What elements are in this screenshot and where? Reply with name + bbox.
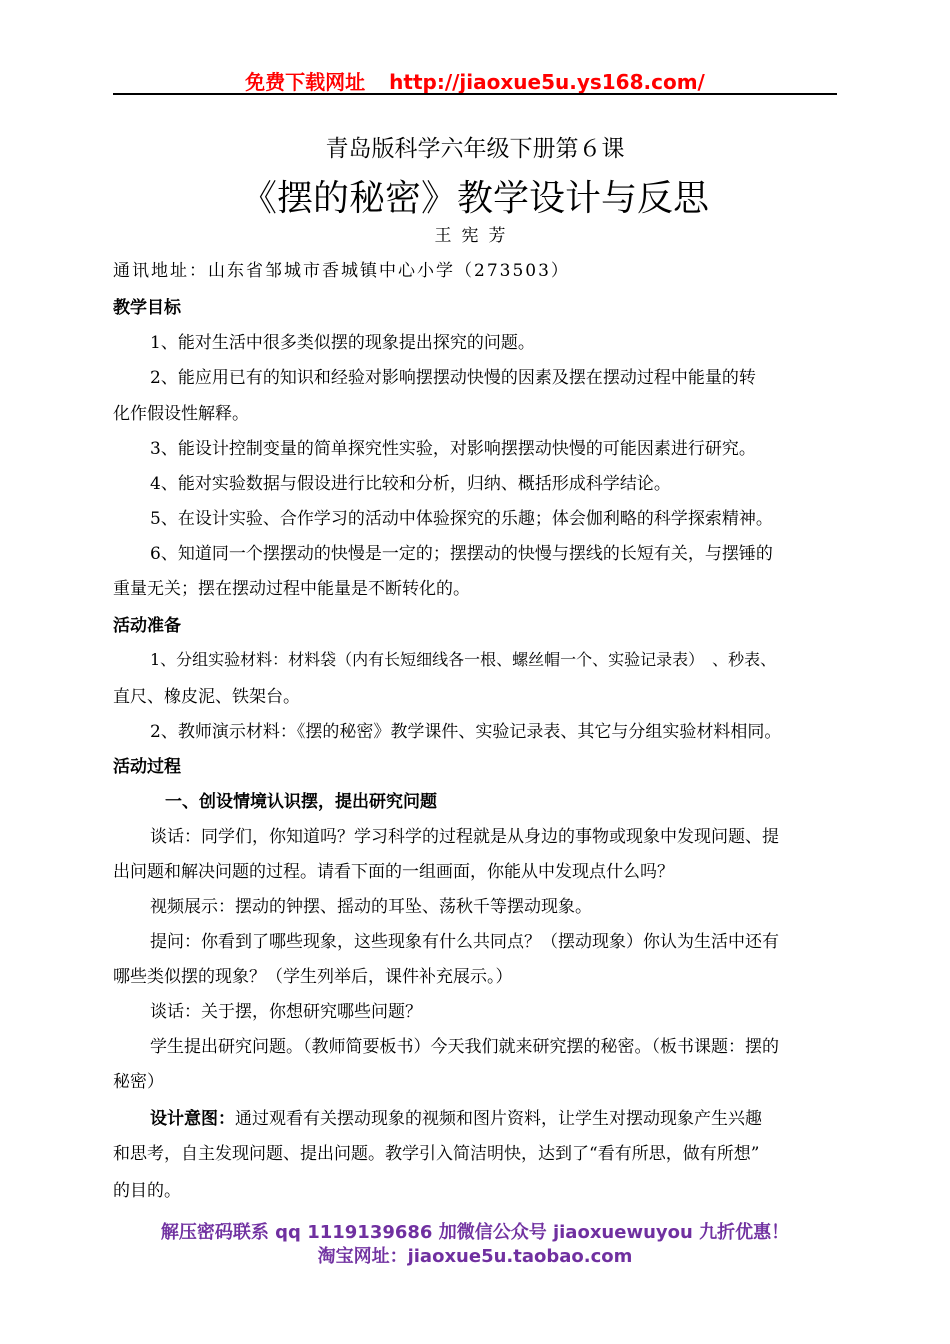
intent-line: 通过观看有关摆动现象的视频和图片资料，让学生对摆动现象产生兴趣 (235, 1109, 762, 1129)
goal-line: 5、在设计实验、合作学习的活动中体验探究的乐趣；体会伽利略的科学探索精神。 (150, 509, 773, 529)
design-intent (150, 1104, 762, 1129)
goal-line: 3、能设计控制变量的简单探究性实验，对影响摆摆动快慢的可能因素进行研究。 (150, 439, 756, 459)
step1-line: 视频展示：摆动的钟摆、摇动的耳坠、荡秋千等摆动现象。 (150, 897, 592, 917)
intent-label: 设计意图： (150, 1109, 235, 1129)
step1-line: 出问题和解决问题的过程。请看下面的一组画面，你能从中发现点什么吗？ (113, 862, 674, 882)
header-divider (113, 93, 837, 95)
goal-line: 1、能对生活中很多类似摆的现象提出探究的问题。 (150, 333, 535, 353)
doc-title: 《摆的秘密》教学设计与反思 (240, 178, 709, 219)
step1-heading: 一、创设情境认识摆，提出研究问题 (165, 792, 437, 812)
step1-line: 提问：你看到了哪些现象，这些现象有什么共同点？（摆动现象）你认为生活中还有 (150, 932, 779, 952)
intent-line: 和思考，自主发现问题、提出问题。教学引入简洁明快，达到了“看有所思，做有所想” (113, 1144, 760, 1164)
footer-contact: 解压密码联系 qq 1119139686 加微信公众号 jiaoxuewuyou 九折优惠！ (160, 1222, 790, 1243)
step1-line: 学生提出研究问题。（教师简要板书）今天我们就来研究摆的秘密。（板书课题：摆的 (150, 1037, 779, 1057)
step1-line: 谈话：同学们，你知道吗？学习科学的过程就是从身边的事物或现象中发现问题、提 (150, 827, 779, 847)
goal-line: 4、能对实验数据与假设进行比较和分析，归纳、概括形成科学结论。 (150, 474, 671, 494)
goal-line: 6、知道同一个摆摆动的快慢是一定的；摆摆动的快慢与摆线的长短有关，与摆锤的 (150, 544, 773, 564)
step1-line: 谈话：关于摆，你想研究哪些问题？ (150, 1002, 422, 1022)
goal-line: 化作假设性解释。 (113, 404, 249, 424)
goals-heading: 教学目标 (113, 298, 181, 318)
doc-subtitle: 青岛版科学六年级下册第６课 (325, 136, 625, 162)
doc-author: 王宪芳 (434, 226, 516, 246)
step1-line: 哪些类似摆的现象？（学生列举后，课件补充展示。） (113, 967, 513, 987)
prep-line: 1、分组实验材料：材料袋（内有长短细线各一根、螺丝帽一个、实验记录表） 、秒表、 (150, 650, 777, 669)
process-heading: 活动过程 (113, 757, 181, 777)
download-header (0, 66, 950, 95)
footer-taobao-link[interactable]: 淘宝网址：jiaoxue5u.taobao.com (317, 1246, 633, 1267)
prep-line: 2、教师演示材料：《摆的秘密》教学课件、实验记录表、其它与分组实验材料相同。 (150, 722, 782, 742)
doc-address: 通讯地址：山东省邹城市香城镇中心小学（273503） (113, 261, 570, 281)
download-label: 免费下载网址 (245, 70, 366, 94)
intent-line: 的目的。 (113, 1181, 181, 1201)
step1-line: 秘密） (113, 1072, 164, 1092)
prep-heading: 活动准备 (113, 616, 181, 636)
goal-line: 重量无关；摆在摆动过程中能量是不断转化的。 (113, 579, 470, 599)
goal-line: 2、能应用已有的知识和经验对影响摆摆动快慢的因素及摆在摆动过程中能量的转 (150, 368, 756, 388)
prep-line: 直尺、橡皮泥、铁架台。 (113, 687, 300, 707)
download-url-link[interactable]: http://jiaoxue5u.ys168.com/ (389, 70, 705, 94)
